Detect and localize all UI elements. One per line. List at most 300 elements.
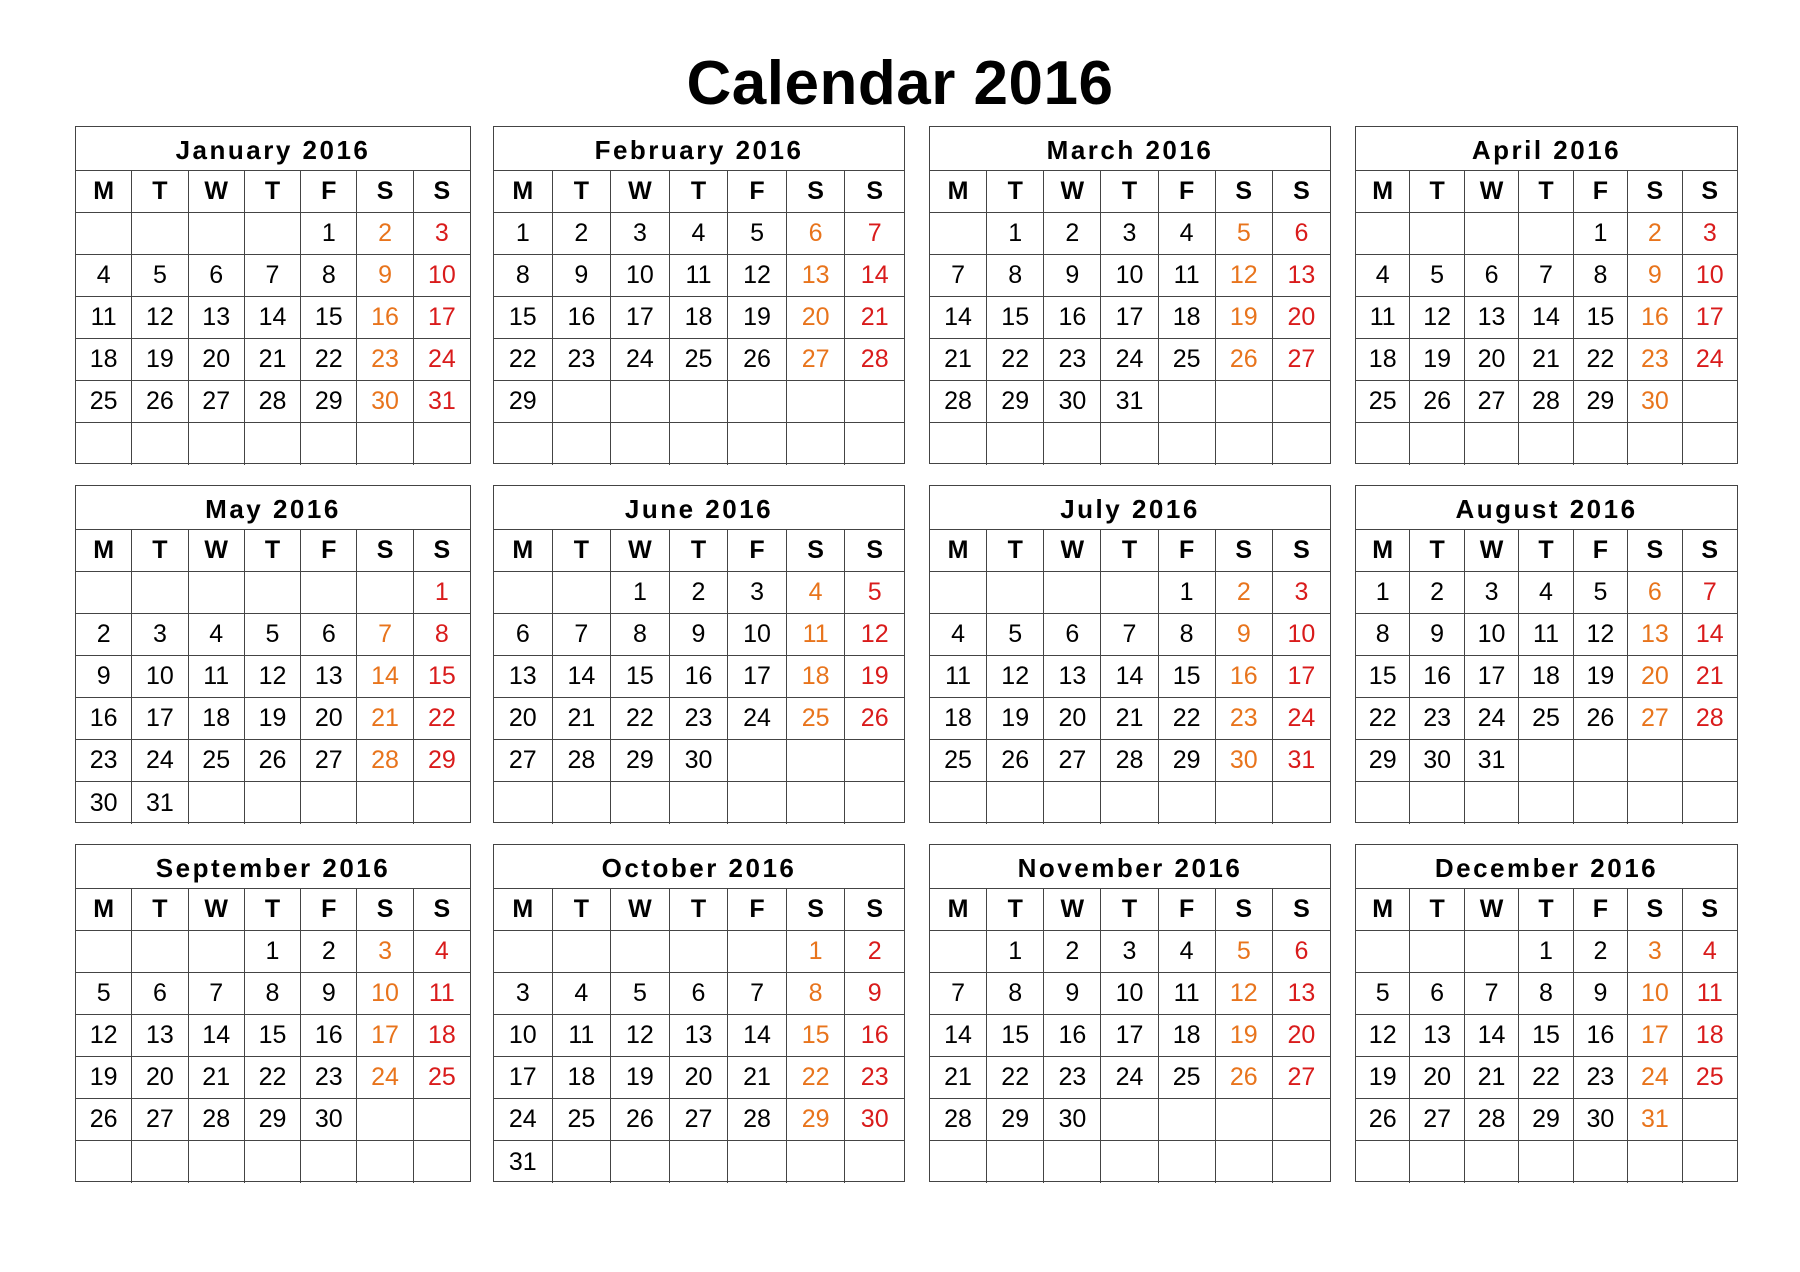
weekday-header: S <box>1683 889 1737 931</box>
day-cell: 10 <box>357 973 413 1015</box>
day-cell: 9 <box>1410 614 1464 656</box>
day-cell: 4 <box>189 614 245 656</box>
empty-day-cell <box>1101 782 1158 824</box>
month-title: May 2016 <box>76 486 470 530</box>
day-cell: 23 <box>357 339 413 381</box>
month-calendar <box>493 844 905 1182</box>
day-cell: 25 <box>1519 698 1573 740</box>
weekday-header: T <box>987 171 1044 213</box>
day-cell: 25 <box>787 698 846 740</box>
day-cell: 15 <box>787 1015 846 1057</box>
empty-day-cell <box>414 1099 470 1141</box>
weekday-header: S <box>1216 889 1273 931</box>
day-cell: 26 <box>76 1099 132 1141</box>
empty-day-cell <box>1216 1141 1273 1183</box>
day-cell: 11 <box>1519 614 1573 656</box>
empty-day-cell <box>787 1141 846 1183</box>
day-cell: 11 <box>787 614 846 656</box>
day-cell: 17 <box>414 297 470 339</box>
day-cell: 16 <box>1044 297 1101 339</box>
day-cell: 6 <box>670 973 729 1015</box>
empty-day-cell <box>553 381 612 423</box>
day-cell: 2 <box>76 614 132 656</box>
empty-day-cell <box>1159 782 1216 824</box>
weekday-header: F <box>301 171 357 213</box>
empty-day-cell <box>76 423 132 465</box>
empty-day-cell <box>787 423 846 465</box>
day-cell: 26 <box>1410 381 1464 423</box>
day-cell: 19 <box>611 1057 670 1099</box>
day-cell: 4 <box>787 572 846 614</box>
empty-day-cell <box>670 381 729 423</box>
day-cell: 14 <box>1519 297 1573 339</box>
day-cell: 27 <box>1273 1057 1330 1099</box>
day-cell: 3 <box>1628 931 1682 973</box>
month-calendar <box>75 126 471 464</box>
empty-day-cell <box>301 1141 357 1183</box>
empty-day-cell <box>1683 423 1737 465</box>
day-cell: 23 <box>301 1057 357 1099</box>
day-cell: 20 <box>1273 1015 1330 1057</box>
month-calendar <box>929 844 1331 1182</box>
weekday-header: S <box>1628 530 1682 572</box>
day-cell: 16 <box>76 698 132 740</box>
empty-day-cell <box>1273 1099 1330 1141</box>
day-cell: 29 <box>1574 381 1628 423</box>
day-cell: 11 <box>1683 973 1737 1015</box>
day-cell: 21 <box>1519 339 1573 381</box>
day-cell: 3 <box>728 572 787 614</box>
weekday-header: W <box>611 889 670 931</box>
day-cell: 3 <box>611 213 670 255</box>
empty-day-cell <box>1044 782 1101 824</box>
empty-day-cell <box>301 782 357 824</box>
day-cell: 19 <box>845 656 904 698</box>
empty-day-cell <box>930 213 987 255</box>
day-cell: 2 <box>1044 931 1101 973</box>
day-cell: 19 <box>1356 1057 1410 1099</box>
day-cell: 18 <box>930 698 987 740</box>
weekday-header: T <box>1519 889 1573 931</box>
day-cell: 19 <box>728 297 787 339</box>
empty-day-cell <box>76 572 132 614</box>
weekday-header: T <box>132 171 188 213</box>
empty-day-cell <box>1273 423 1330 465</box>
empty-day-cell <box>1683 1141 1737 1183</box>
empty-day-cell <box>494 782 553 824</box>
weekday-header: T <box>553 530 612 572</box>
day-cell: 21 <box>553 698 612 740</box>
empty-day-cell <box>1465 931 1519 973</box>
empty-day-cell <box>76 213 132 255</box>
day-cell: 11 <box>670 255 729 297</box>
day-cell: 6 <box>787 213 846 255</box>
weekday-header: S <box>845 889 904 931</box>
month-day-grid <box>930 171 1330 465</box>
empty-day-cell <box>132 213 188 255</box>
day-cell: 30 <box>1628 381 1682 423</box>
empty-day-cell <box>357 423 413 465</box>
empty-day-cell <box>1044 572 1101 614</box>
day-cell: 31 <box>1273 740 1330 782</box>
empty-day-cell <box>1574 740 1628 782</box>
empty-day-cell <box>1683 381 1737 423</box>
day-cell: 28 <box>728 1099 787 1141</box>
day-cell: 1 <box>987 213 1044 255</box>
day-cell: 7 <box>357 614 413 656</box>
day-cell: 29 <box>414 740 470 782</box>
day-cell: 2 <box>1044 213 1101 255</box>
day-cell: 24 <box>611 339 670 381</box>
day-cell: 4 <box>1519 572 1573 614</box>
day-cell: 15 <box>987 297 1044 339</box>
day-cell: 10 <box>1683 255 1737 297</box>
day-cell: 2 <box>670 572 729 614</box>
month-title: March 2016 <box>930 127 1330 171</box>
day-cell: 15 <box>245 1015 301 1057</box>
month-day-grid <box>930 889 1330 1183</box>
day-cell: 12 <box>76 1015 132 1057</box>
empty-day-cell <box>930 782 987 824</box>
day-cell: 11 <box>1356 297 1410 339</box>
empty-day-cell <box>728 381 787 423</box>
day-cell: 5 <box>76 973 132 1015</box>
weekday-header: W <box>189 171 245 213</box>
day-cell: 30 <box>1044 381 1101 423</box>
month-calendar <box>929 126 1331 464</box>
weekday-header: S <box>1216 530 1273 572</box>
empty-day-cell <box>670 1141 729 1183</box>
day-cell: 3 <box>1101 213 1158 255</box>
day-cell: 14 <box>930 1015 987 1057</box>
day-cell: 6 <box>1044 614 1101 656</box>
empty-day-cell <box>670 782 729 824</box>
empty-day-cell <box>189 782 245 824</box>
empty-day-cell <box>1628 423 1682 465</box>
day-cell: 8 <box>1519 973 1573 1015</box>
day-cell: 23 <box>1044 1057 1101 1099</box>
empty-day-cell <box>1683 1099 1737 1141</box>
weekday-header: F <box>1574 171 1628 213</box>
day-cell: 14 <box>189 1015 245 1057</box>
day-cell: 5 <box>245 614 301 656</box>
day-cell: 31 <box>494 1141 553 1183</box>
day-cell: 16 <box>1410 656 1464 698</box>
weekday-header: T <box>553 889 612 931</box>
weekday-header: M <box>1356 889 1410 931</box>
day-cell: 13 <box>1410 1015 1464 1057</box>
month-calendar <box>75 485 471 823</box>
empty-day-cell <box>1273 1141 1330 1183</box>
day-cell: 27 <box>1465 381 1519 423</box>
day-cell: 30 <box>845 1099 904 1141</box>
day-cell: 26 <box>1216 1057 1273 1099</box>
month-day-grid <box>1356 530 1737 824</box>
empty-day-cell <box>189 572 245 614</box>
day-cell: 15 <box>1356 656 1410 698</box>
weekday-header: M <box>930 530 987 572</box>
day-cell: 20 <box>1273 297 1330 339</box>
month-calendar <box>493 126 905 464</box>
day-cell: 4 <box>670 213 729 255</box>
day-cell: 16 <box>1216 656 1273 698</box>
day-cell: 13 <box>1044 656 1101 698</box>
day-cell: 28 <box>1519 381 1573 423</box>
day-cell: 7 <box>930 973 987 1015</box>
day-cell: 12 <box>132 297 188 339</box>
day-cell: 3 <box>1273 572 1330 614</box>
weekday-header: S <box>357 171 413 213</box>
day-cell: 7 <box>189 973 245 1015</box>
day-cell: 6 <box>1410 973 1464 1015</box>
month-calendar <box>493 485 905 823</box>
day-cell: 14 <box>1465 1015 1519 1057</box>
day-cell: 24 <box>1683 339 1737 381</box>
day-cell: 25 <box>553 1099 612 1141</box>
empty-day-cell <box>132 1141 188 1183</box>
empty-day-cell <box>845 1141 904 1183</box>
day-cell: 22 <box>611 698 670 740</box>
empty-day-cell <box>1519 1141 1573 1183</box>
day-cell: 3 <box>357 931 413 973</box>
weekday-header: T <box>553 171 612 213</box>
empty-day-cell <box>1101 1099 1158 1141</box>
weekday-header: T <box>132 530 188 572</box>
day-cell: 11 <box>1159 255 1216 297</box>
day-cell: 28 <box>357 740 413 782</box>
weekday-header: W <box>1044 530 1101 572</box>
empty-day-cell <box>930 572 987 614</box>
day-cell: 29 <box>1356 740 1410 782</box>
day-cell: 29 <box>611 740 670 782</box>
empty-day-cell <box>728 931 787 973</box>
empty-day-cell <box>1574 782 1628 824</box>
day-cell: 27 <box>494 740 553 782</box>
weekday-header: F <box>1159 889 1216 931</box>
day-cell: 25 <box>1683 1057 1737 1099</box>
day-cell: 1 <box>1574 213 1628 255</box>
weekday-header: F <box>728 889 787 931</box>
day-cell: 13 <box>132 1015 188 1057</box>
month-title: October 2016 <box>494 845 904 889</box>
day-cell: 19 <box>245 698 301 740</box>
empty-day-cell <box>245 423 301 465</box>
weekday-header: S <box>845 530 904 572</box>
weekday-header: T <box>670 171 729 213</box>
empty-day-cell <box>301 572 357 614</box>
weekday-header: T <box>1519 530 1573 572</box>
day-cell: 25 <box>189 740 245 782</box>
day-cell: 11 <box>930 656 987 698</box>
empty-day-cell <box>1101 572 1158 614</box>
day-cell: 20 <box>132 1057 188 1099</box>
day-cell: 5 <box>132 255 188 297</box>
empty-day-cell <box>1044 423 1101 465</box>
day-cell: 27 <box>1273 339 1330 381</box>
empty-day-cell <box>987 1141 1044 1183</box>
day-cell: 18 <box>553 1057 612 1099</box>
weekday-header: T <box>670 530 729 572</box>
empty-day-cell <box>414 782 470 824</box>
empty-day-cell <box>245 572 301 614</box>
weekday-header: T <box>1101 889 1158 931</box>
empty-day-cell <box>1356 1141 1410 1183</box>
day-cell: 15 <box>1159 656 1216 698</box>
weekday-header: M <box>494 889 553 931</box>
day-cell: 23 <box>845 1057 904 1099</box>
empty-day-cell <box>1216 782 1273 824</box>
day-cell: 26 <box>1574 698 1628 740</box>
day-cell: 2 <box>1628 213 1682 255</box>
day-cell: 4 <box>930 614 987 656</box>
day-cell: 21 <box>1101 698 1158 740</box>
day-cell: 4 <box>1159 931 1216 973</box>
empty-day-cell <box>1159 381 1216 423</box>
day-cell: 12 <box>245 656 301 698</box>
day-cell: 22 <box>987 1057 1044 1099</box>
weekday-header: W <box>611 171 670 213</box>
month-day-grid <box>76 171 470 465</box>
weekday-header: T <box>1410 530 1464 572</box>
day-cell: 11 <box>414 973 470 1015</box>
day-cell: 21 <box>845 297 904 339</box>
day-cell: 16 <box>670 656 729 698</box>
empty-day-cell <box>357 572 413 614</box>
empty-day-cell <box>1574 423 1628 465</box>
day-cell: 26 <box>728 339 787 381</box>
day-cell: 24 <box>132 740 188 782</box>
day-cell: 9 <box>301 973 357 1015</box>
day-cell: 20 <box>670 1057 729 1099</box>
day-cell: 12 <box>1574 614 1628 656</box>
day-cell: 5 <box>1356 973 1410 1015</box>
day-cell: 11 <box>553 1015 612 1057</box>
weekday-header: T <box>987 530 1044 572</box>
day-cell: 16 <box>1574 1015 1628 1057</box>
empty-day-cell <box>1410 213 1464 255</box>
empty-day-cell <box>930 931 987 973</box>
weekday-header: W <box>189 889 245 931</box>
day-cell: 5 <box>1216 931 1273 973</box>
weekday-header: S <box>845 171 904 213</box>
day-cell: 7 <box>930 255 987 297</box>
weekday-header: T <box>1101 530 1158 572</box>
day-cell: 17 <box>494 1057 553 1099</box>
day-cell: 3 <box>1101 931 1158 973</box>
day-cell: 9 <box>1628 255 1682 297</box>
day-cell: 9 <box>553 255 612 297</box>
day-cell: 12 <box>1356 1015 1410 1057</box>
day-cell: 23 <box>1216 698 1273 740</box>
day-cell: 6 <box>1273 931 1330 973</box>
day-cell: 22 <box>245 1057 301 1099</box>
day-cell: 21 <box>728 1057 787 1099</box>
empty-day-cell <box>670 423 729 465</box>
weekday-header: T <box>670 889 729 931</box>
weekday-header: T <box>1410 889 1464 931</box>
day-cell: 31 <box>1101 381 1158 423</box>
day-cell: 29 <box>1519 1099 1573 1141</box>
day-cell: 21 <box>930 339 987 381</box>
empty-day-cell <box>1465 1141 1519 1183</box>
weekday-header: F <box>1574 530 1628 572</box>
day-cell: 17 <box>1101 1015 1158 1057</box>
empty-day-cell <box>414 1141 470 1183</box>
empty-day-cell <box>1216 423 1273 465</box>
day-cell: 25 <box>1356 381 1410 423</box>
day-cell: 17 <box>1273 656 1330 698</box>
day-cell: 9 <box>1044 255 1101 297</box>
empty-day-cell <box>1044 1141 1101 1183</box>
day-cell: 9 <box>357 255 413 297</box>
empty-day-cell <box>728 782 787 824</box>
day-cell: 12 <box>1216 973 1273 1015</box>
day-cell: 24 <box>494 1099 553 1141</box>
weekday-header: W <box>1044 889 1101 931</box>
day-cell: 10 <box>494 1015 553 1057</box>
empty-day-cell <box>132 423 188 465</box>
day-cell: 17 <box>132 698 188 740</box>
day-cell: 21 <box>189 1057 245 1099</box>
empty-day-cell <box>1465 213 1519 255</box>
weekday-header: S <box>1273 530 1330 572</box>
weekday-header: S <box>1683 171 1737 213</box>
weekday-header: W <box>1465 889 1519 931</box>
weekday-header: S <box>357 530 413 572</box>
day-cell: 17 <box>728 656 787 698</box>
day-cell: 15 <box>1519 1015 1573 1057</box>
weekday-header: T <box>132 889 188 931</box>
weekday-header: T <box>987 889 1044 931</box>
empty-day-cell <box>189 423 245 465</box>
day-cell: 10 <box>414 255 470 297</box>
empty-day-cell <box>189 931 245 973</box>
empty-day-cell <box>1356 423 1410 465</box>
day-cell: 29 <box>987 381 1044 423</box>
day-cell: 29 <box>301 381 357 423</box>
weekday-header: T <box>245 530 301 572</box>
day-cell: 9 <box>1574 973 1628 1015</box>
day-cell: 23 <box>1628 339 1682 381</box>
month-calendar <box>1355 126 1738 464</box>
empty-day-cell <box>1628 782 1682 824</box>
day-cell: 13 <box>1628 614 1682 656</box>
day-cell: 13 <box>189 297 245 339</box>
day-cell: 1 <box>787 931 846 973</box>
empty-day-cell <box>1628 1141 1682 1183</box>
empty-day-cell <box>1410 782 1464 824</box>
day-cell: 12 <box>1410 297 1464 339</box>
day-cell: 8 <box>414 614 470 656</box>
weekday-header: F <box>1159 530 1216 572</box>
day-cell: 8 <box>245 973 301 1015</box>
month-day-grid <box>1356 889 1737 1183</box>
day-cell: 12 <box>728 255 787 297</box>
weekday-header: S <box>787 530 846 572</box>
empty-day-cell <box>553 423 612 465</box>
weekday-header: W <box>189 530 245 572</box>
day-cell: 11 <box>189 656 245 698</box>
empty-day-cell <box>845 740 904 782</box>
empty-day-cell <box>414 423 470 465</box>
day-cell: 22 <box>787 1057 846 1099</box>
day-cell: 8 <box>1356 614 1410 656</box>
day-cell: 8 <box>494 255 553 297</box>
day-cell: 8 <box>301 255 357 297</box>
empty-day-cell <box>245 213 301 255</box>
day-cell: 30 <box>301 1099 357 1141</box>
day-cell: 19 <box>1410 339 1464 381</box>
